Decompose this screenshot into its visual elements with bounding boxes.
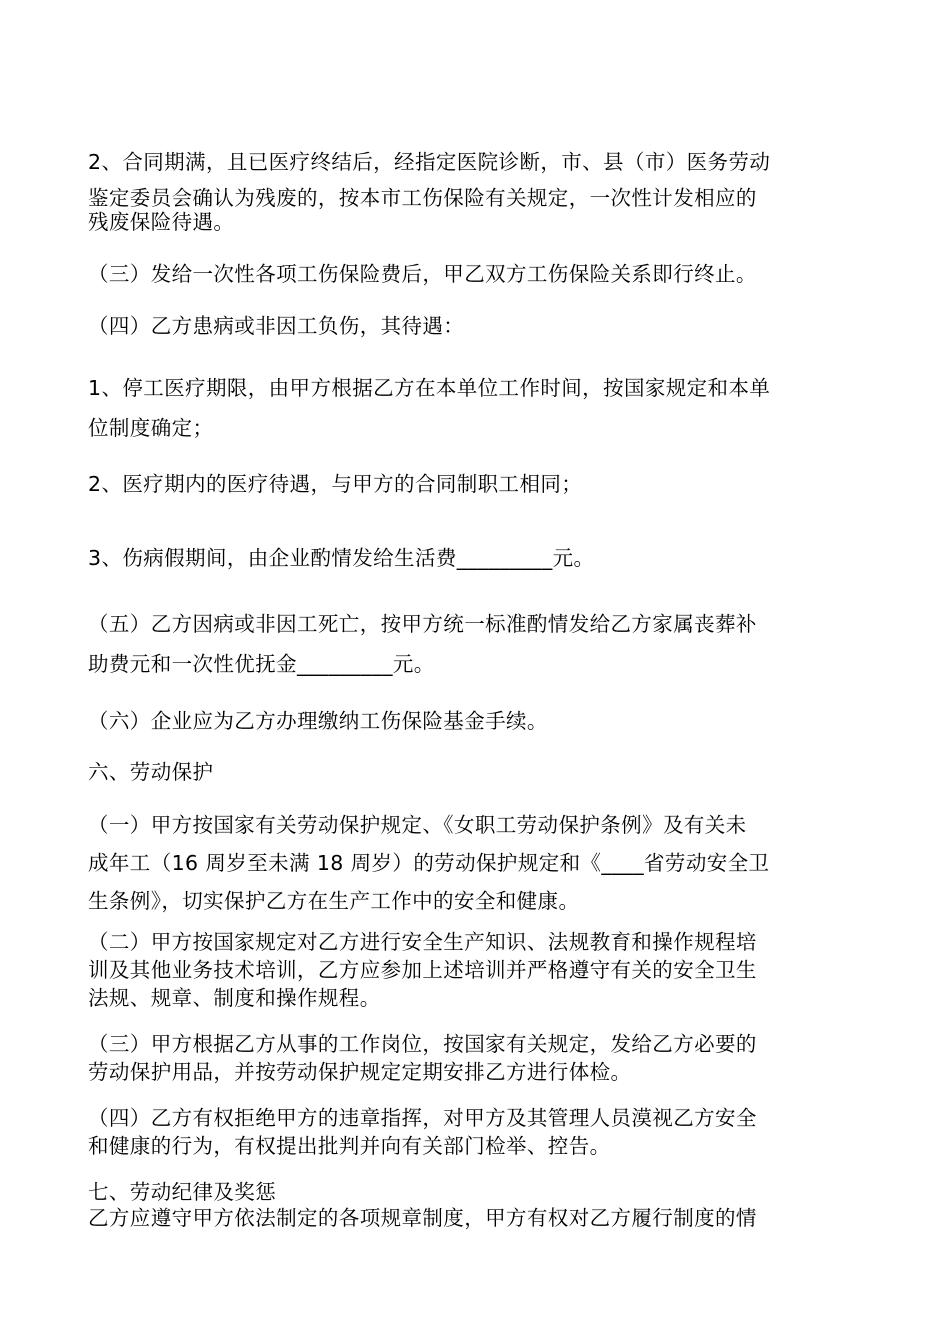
text-line: 乙方应遵守甲方依法制定的各项规章制度，甲方有权对乙方履行制度的情 bbox=[88, 1206, 757, 1230]
text-line: 和健康的行为，有权提出批判并向有关部门检举、控告。 bbox=[88, 1134, 611, 1158]
paragraph-6-insurance-fund bbox=[88, 705, 868, 737]
text-line: （一）甲方按国家有关劳动保护规定、《女职工劳动保护条例》及有关未 bbox=[88, 813, 747, 837]
paragraph-2-contract-expiry bbox=[88, 146, 868, 234]
text-line: 2、合同期满，且已医疗终结后，经指定医院诊断，市、县（市）医务劳动 bbox=[88, 150, 771, 174]
text-line: （二）甲方按国家规定对乙方进行安全生产知识、法规教育和操作规程培 bbox=[88, 930, 757, 954]
text-line: 生条例》，切实保护乙方在生产工作中的安全和健康。 bbox=[88, 889, 580, 913]
section-heading-labor-protection bbox=[88, 756, 868, 788]
text-line: （五）乙方因病或非因工死亡，按甲方统一标准酌情发给乙方家属丧葬补 bbox=[88, 612, 757, 636]
paragraph-5-death-benefit bbox=[88, 604, 868, 684]
text-line: 训及其他业务技术培训，乙方应参加上述培训并严格遵守有关的安全卫生 bbox=[88, 958, 757, 982]
section-heading-discipline bbox=[88, 1178, 868, 1230]
text-line: 2、医疗期内的医疗待遇，与甲方的合同制职工相同； bbox=[88, 472, 583, 496]
text-line: 位制度确定； bbox=[88, 416, 214, 440]
text-line: 劳动保护用品，并按劳动保护规定定期安排乙方进行体检。 bbox=[88, 1060, 632, 1084]
text-line: 鉴定委员会确认为残废的，按本市工伤保险有关规定，一次性计发相应的 bbox=[88, 186, 757, 210]
text-line: 1、停工医疗期限，由甲方根据乙方在本单位工作时间，按国家规定和本单 bbox=[88, 376, 771, 400]
paragraph-3-sick-leave bbox=[88, 542, 868, 574]
paragraph-4-refuse-violation bbox=[88, 1104, 868, 1160]
text-line: 残废保险待遇。 bbox=[88, 210, 235, 234]
paragraph-2-medical-treatment bbox=[88, 468, 868, 500]
text-line: 成年工（16 周岁至未满 18 周岁）的劳动保护规定和《____省劳动安全卫 bbox=[88, 851, 770, 875]
text-line: （三）发给一次性各项工伤保险费后，甲乙双方工伤保险关系即行终止。 bbox=[88, 262, 757, 286]
text-line: （三）甲方根据乙方从事的工作岗位，按国家有关规定，发给乙方必要的 bbox=[88, 1032, 757, 1056]
text-line: 3、伤病假期间，由企业酌情发给生活费_________元。 bbox=[88, 546, 595, 570]
text-line: 七、劳动纪律及奖惩 bbox=[88, 1180, 277, 1204]
text-line: （四）乙方患病或非因工负伤，其待遇： bbox=[88, 314, 465, 338]
paragraph-1-protection-regulations bbox=[88, 806, 868, 920]
paragraph-3-protective-equipment bbox=[88, 1030, 868, 1086]
text-line: （六）企业应为乙方办理缴纳工伤保险基金手续。 bbox=[88, 709, 548, 733]
paragraph-4-illness-heading bbox=[88, 310, 868, 342]
paragraph-3-termination bbox=[88, 258, 868, 290]
text-line: 助费元和一次性优抚金_________元。 bbox=[88, 652, 435, 676]
paragraph-2-safety-training bbox=[88, 928, 868, 1012]
text-line: 法规、规章、制度和操作规程。 bbox=[88, 986, 381, 1010]
paragraph-1-medical-period bbox=[88, 368, 868, 448]
text-line: （四）乙方有权拒绝甲方的违章指挥，对甲方及其管理人员漠视乙方安全 bbox=[88, 1106, 757, 1130]
text-line: 六、劳动保护 bbox=[88, 760, 214, 784]
